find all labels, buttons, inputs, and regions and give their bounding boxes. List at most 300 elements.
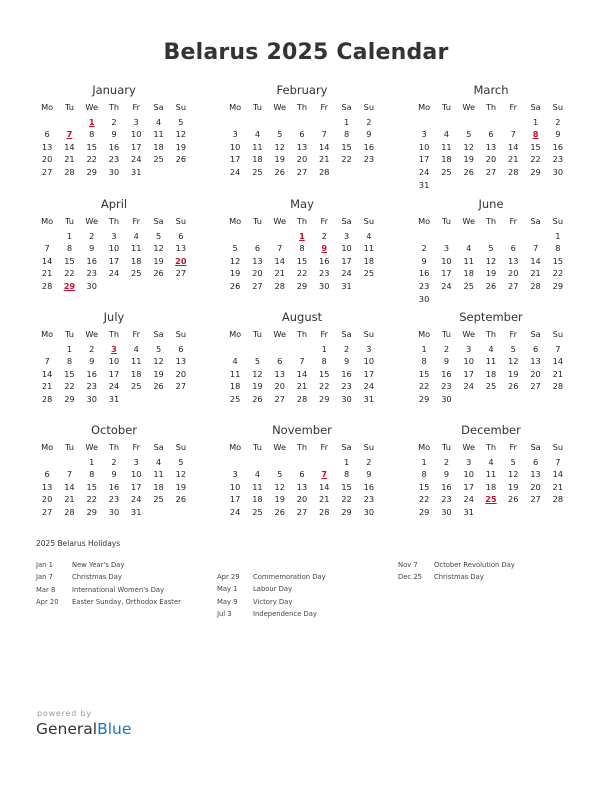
week-row bbox=[224, 153, 380, 166]
day-cell: 31 bbox=[341, 280, 352, 291]
month-name: December bbox=[461, 423, 521, 437]
day-cell: 17 bbox=[131, 481, 142, 492]
day-cell bbox=[224, 343, 246, 356]
day-cell: 26 bbox=[229, 280, 241, 291]
day-cell: 25 bbox=[252, 166, 263, 177]
day-cell: 18 bbox=[252, 494, 263, 505]
weekday-label: Th bbox=[108, 102, 120, 112]
day-cell: 21 bbox=[64, 154, 75, 165]
week-row bbox=[36, 343, 192, 356]
day-cell: 2 bbox=[111, 456, 117, 467]
day-cell: 10 bbox=[341, 243, 352, 254]
day-cell: 7 bbox=[66, 469, 73, 480]
day-cell bbox=[502, 293, 524, 306]
day-cell bbox=[502, 179, 524, 192]
weekday-label: Mo bbox=[41, 329, 54, 339]
day-cell bbox=[524, 506, 546, 519]
holiday-column bbox=[398, 559, 515, 584]
day-cell: 27 bbox=[508, 280, 519, 291]
day-cell: 9 bbox=[111, 129, 117, 140]
day-cell: 20 bbox=[296, 154, 308, 165]
holiday-name: Commemoration Day bbox=[253, 573, 326, 581]
week-row bbox=[413, 493, 569, 506]
day-cell: 13 bbox=[530, 356, 541, 367]
day-cell: 28 bbox=[296, 393, 308, 404]
day-cell: 22 bbox=[319, 381, 330, 392]
day-cell: 3 bbox=[466, 343, 472, 354]
day-cell bbox=[246, 116, 268, 129]
day-cell: 16 bbox=[418, 268, 430, 279]
day-cell: 5 bbox=[178, 116, 184, 127]
day-cell bbox=[291, 116, 313, 129]
day-cell: 15 bbox=[86, 481, 97, 492]
day-cell: 10 bbox=[441, 255, 452, 266]
day-cell: 1 bbox=[421, 456, 427, 467]
month-december bbox=[413, 422, 569, 519]
day-cell: 1 bbox=[555, 230, 561, 241]
month-name: March bbox=[473, 83, 509, 97]
day-cell: 26 bbox=[274, 506, 285, 517]
day-cell: 4 bbox=[254, 129, 261, 140]
day-cell: 9 bbox=[421, 255, 427, 266]
month-october bbox=[36, 422, 192, 519]
day-cell: 20 bbox=[485, 154, 497, 165]
day-cell: 13 bbox=[175, 356, 187, 367]
day-cell: 21 bbox=[508, 154, 519, 165]
weekday-label: Mo bbox=[41, 102, 54, 112]
day-cell: 7 bbox=[555, 343, 561, 354]
holiday-item bbox=[217, 583, 326, 595]
day-cell bbox=[413, 116, 435, 129]
day-cell: 19 bbox=[508, 368, 519, 379]
day-cell: 14 bbox=[508, 141, 519, 152]
day-cell bbox=[246, 230, 268, 243]
day-cell: 7 bbox=[555, 456, 561, 467]
weekday-label: Su bbox=[175, 442, 187, 452]
day-cell: 11 bbox=[363, 243, 375, 254]
day-cell: 22 bbox=[64, 268, 75, 279]
day-cell: 19 bbox=[274, 494, 285, 505]
day-cell: 24 bbox=[108, 381, 120, 392]
week-row bbox=[413, 255, 569, 268]
day-cell: 26 bbox=[175, 494, 187, 505]
day-cell: 13 bbox=[274, 368, 285, 379]
day-cell: 26 bbox=[463, 166, 474, 177]
weekday-label: We bbox=[85, 442, 99, 452]
month-march bbox=[413, 82, 569, 191]
day-cell bbox=[480, 230, 502, 243]
day-cell bbox=[269, 343, 291, 356]
day-cell: 3 bbox=[343, 230, 350, 241]
day-cell: 25 bbox=[153, 494, 164, 505]
weekday-header bbox=[36, 215, 192, 228]
day-cell: 21 bbox=[64, 494, 75, 505]
day-cell: 13 bbox=[41, 141, 53, 152]
day-cell: 16 bbox=[441, 481, 452, 492]
weekday-label: Tu bbox=[252, 329, 262, 339]
day-cell: 4 bbox=[466, 243, 472, 254]
day-cell: 5 bbox=[254, 356, 261, 367]
holiday-date: Jan 7 bbox=[36, 573, 53, 582]
day-cell: 30 bbox=[108, 166, 120, 177]
day-cell bbox=[170, 393, 192, 406]
day-cell: 4 bbox=[488, 343, 494, 354]
day-cell bbox=[103, 280, 125, 293]
day-cell: 10 bbox=[108, 243, 120, 254]
holiday-day-cell: 20 bbox=[175, 255, 187, 266]
day-cell: 25 bbox=[485, 381, 497, 392]
day-cell: 8 bbox=[89, 129, 95, 140]
holiday-name: Independence Day bbox=[253, 610, 317, 619]
day-cell: 17 bbox=[229, 494, 241, 505]
day-cell: 11 bbox=[441, 141, 452, 152]
day-cell: 21 bbox=[530, 268, 541, 279]
day-cell: 29 bbox=[341, 506, 352, 517]
brand-blue: Blue bbox=[97, 720, 132, 738]
day-cell: 14 bbox=[552, 469, 564, 480]
month-may bbox=[224, 196, 380, 293]
day-cell: 14 bbox=[64, 141, 75, 152]
day-cell: 21 bbox=[274, 268, 285, 279]
day-cell: 9 bbox=[555, 129, 561, 140]
holiday-item bbox=[36, 584, 181, 596]
day-cell: 30 bbox=[418, 293, 430, 304]
day-cell: 20 bbox=[530, 481, 541, 492]
day-cell: 3 bbox=[232, 469, 238, 480]
day-cell: 29 bbox=[86, 506, 97, 517]
weekday-label: Tu bbox=[64, 442, 74, 452]
day-cell bbox=[36, 456, 58, 469]
day-cell bbox=[435, 230, 457, 243]
day-cell: 23 bbox=[552, 154, 564, 165]
day-cell bbox=[269, 116, 291, 129]
day-cell bbox=[170, 280, 192, 293]
day-cell: 31 bbox=[131, 166, 142, 177]
day-cell: 3 bbox=[111, 230, 117, 241]
day-cell bbox=[458, 293, 480, 306]
weekday-label: We bbox=[85, 102, 99, 112]
weekday-label: We bbox=[462, 102, 476, 112]
day-cell bbox=[480, 116, 502, 129]
month-name: July bbox=[103, 310, 125, 324]
weekday-header bbox=[224, 215, 380, 228]
day-cell: 10 bbox=[463, 356, 474, 367]
day-cell bbox=[502, 230, 524, 243]
day-cell: 28 bbox=[319, 506, 330, 517]
day-cell: 23 bbox=[363, 154, 375, 165]
holiday-date: Apr 20 bbox=[36, 598, 59, 607]
holiday-name: Easter Sunday, Orthodox Easter bbox=[72, 598, 181, 607]
holiday-day-cell: 1 bbox=[299, 230, 305, 241]
weekday-label: Sa bbox=[530, 329, 541, 339]
weekday-label: We bbox=[273, 216, 287, 226]
day-cell: 14 bbox=[319, 141, 330, 152]
day-cell: 25 bbox=[441, 166, 452, 177]
day-cell: 12 bbox=[274, 141, 285, 152]
day-cell bbox=[313, 116, 335, 129]
day-cell: 23 bbox=[418, 280, 430, 291]
holiday-name: Labour Day bbox=[253, 585, 293, 594]
week-row bbox=[224, 242, 380, 255]
day-cell: 24 bbox=[131, 154, 142, 165]
weekday-header bbox=[413, 328, 569, 341]
weekday-label: Fr bbox=[320, 216, 328, 226]
week-row bbox=[36, 456, 192, 469]
day-cell: 7 bbox=[44, 356, 50, 367]
day-cell bbox=[458, 230, 480, 243]
weekday-label: Tu bbox=[441, 102, 451, 112]
day-cell bbox=[502, 506, 524, 519]
weekday-label: Sa bbox=[341, 216, 352, 226]
weekday-label: Mo bbox=[229, 216, 242, 226]
weekday-label: Tu bbox=[64, 102, 74, 112]
day-cell: 8 bbox=[299, 243, 305, 254]
weekday-label: Su bbox=[363, 216, 375, 226]
weekday-label: Sa bbox=[530, 442, 541, 452]
day-cell: 6 bbox=[178, 343, 184, 354]
week-row bbox=[224, 380, 380, 393]
day-cell: 3 bbox=[366, 343, 372, 354]
day-cell: 22 bbox=[418, 381, 430, 392]
day-cell: 19 bbox=[175, 481, 187, 492]
holiday-day-cell: 1 bbox=[88, 116, 95, 127]
day-cell: 16 bbox=[86, 368, 97, 379]
weekday-label: Fr bbox=[509, 102, 517, 112]
week-row bbox=[36, 481, 192, 494]
day-cell bbox=[36, 343, 58, 356]
weekday-label: Su bbox=[363, 102, 375, 112]
day-cell: 26 bbox=[274, 166, 285, 177]
day-cell: 23 bbox=[108, 154, 120, 165]
holiday-day-cell: 9 bbox=[321, 243, 328, 254]
day-cell: 29 bbox=[418, 506, 430, 517]
day-cell: 3 bbox=[421, 129, 427, 140]
holiday-column bbox=[217, 571, 326, 621]
day-cell: 28 bbox=[319, 166, 330, 177]
weekday-label: Fr bbox=[509, 216, 517, 226]
day-cell: 27 bbox=[530, 381, 541, 392]
day-cell: 15 bbox=[552, 255, 564, 266]
weekday-label: Th bbox=[296, 329, 308, 339]
day-cell: 7 bbox=[277, 243, 283, 254]
day-cell: 6 bbox=[488, 129, 494, 140]
day-cell: 5 bbox=[232, 243, 238, 254]
weekday-label: Fr bbox=[320, 329, 328, 339]
holiday-item bbox=[36, 571, 181, 583]
day-cell: 22 bbox=[530, 154, 541, 165]
day-cell: 12 bbox=[274, 481, 285, 492]
weekday-label: Sa bbox=[530, 216, 541, 226]
day-cell: 9 bbox=[343, 356, 350, 367]
day-cell: 24 bbox=[229, 506, 241, 517]
day-cell bbox=[36, 230, 58, 243]
day-cell: 28 bbox=[552, 494, 564, 505]
day-cell: 31 bbox=[131, 506, 142, 517]
day-cell: 1 bbox=[89, 456, 95, 467]
day-cell: 14 bbox=[530, 255, 541, 266]
holidays-title: 2025 Belarus Holidays bbox=[36, 539, 121, 548]
week-row bbox=[224, 456, 380, 469]
day-cell: 23 bbox=[86, 268, 97, 279]
day-cell: 21 bbox=[41, 268, 53, 279]
day-cell bbox=[313, 456, 335, 469]
day-cell: 7 bbox=[299, 356, 305, 367]
day-cell: 2 bbox=[443, 343, 450, 354]
week-row bbox=[36, 141, 192, 154]
week-row bbox=[413, 293, 569, 306]
weekday-label: We bbox=[462, 216, 476, 226]
day-cell: 2 bbox=[321, 230, 327, 241]
day-cell: 12 bbox=[153, 243, 164, 254]
day-cell: 11 bbox=[463, 255, 474, 266]
day-cell: 6 bbox=[532, 343, 539, 354]
weekday-label: Mo bbox=[229, 442, 242, 452]
day-cell: 28 bbox=[41, 280, 53, 291]
weekday-label: Th bbox=[108, 216, 120, 226]
week-row bbox=[36, 380, 192, 393]
week-row bbox=[224, 166, 380, 179]
day-cell bbox=[269, 456, 291, 469]
week-row bbox=[224, 393, 380, 406]
day-cell: 18 bbox=[131, 255, 142, 266]
weekday-label: Tu bbox=[441, 216, 451, 226]
weekday-label: Th bbox=[485, 329, 497, 339]
week-row bbox=[413, 368, 569, 381]
day-cell bbox=[36, 116, 58, 129]
day-cell: 12 bbox=[463, 141, 474, 152]
holiday-name: Victory Day bbox=[253, 597, 293, 606]
day-cell: 17 bbox=[229, 154, 241, 165]
day-cell: 26 bbox=[508, 494, 519, 505]
day-cell bbox=[547, 506, 569, 519]
weekday-label: Fr bbox=[132, 102, 140, 112]
day-cell bbox=[524, 293, 546, 306]
month-name: October bbox=[90, 423, 138, 437]
day-cell: 28 bbox=[530, 280, 541, 291]
day-cell: 9 bbox=[111, 469, 117, 480]
day-cell: 19 bbox=[252, 381, 263, 392]
day-cell: 25 bbox=[153, 154, 164, 165]
weekday-label: We bbox=[273, 329, 287, 339]
month-february bbox=[224, 82, 380, 179]
weekday-label: Sa bbox=[153, 102, 164, 112]
day-cell: 17 bbox=[108, 255, 120, 266]
day-cell: 31 bbox=[363, 393, 375, 404]
day-cell: 27 bbox=[41, 166, 53, 177]
day-cell: 15 bbox=[64, 255, 75, 266]
day-cell: 10 bbox=[418, 141, 430, 152]
holiday-day-cell: 3 bbox=[111, 343, 117, 354]
day-cell: 27 bbox=[296, 506, 308, 517]
week-row bbox=[224, 368, 380, 381]
page-title: Belarus 2025 Calendar bbox=[163, 40, 449, 65]
day-cell: 13 bbox=[485, 141, 497, 152]
day-cell: 23 bbox=[108, 494, 120, 505]
day-cell: 28 bbox=[552, 381, 564, 392]
day-cell: 14 bbox=[319, 481, 330, 492]
week-row bbox=[413, 141, 569, 154]
weekday-label: Fr bbox=[509, 442, 517, 452]
day-cell: 14 bbox=[41, 255, 53, 266]
day-cell: 20 bbox=[274, 381, 285, 392]
month-name: January bbox=[92, 83, 136, 97]
month-january bbox=[36, 82, 192, 179]
weekday-label: Th bbox=[108, 329, 120, 339]
week-row bbox=[413, 116, 569, 129]
holiday-date: May 1 bbox=[217, 585, 238, 594]
holiday-name: October Revolution Day bbox=[434, 561, 515, 569]
day-cell: 19 bbox=[153, 255, 164, 266]
week-row bbox=[413, 179, 569, 192]
week-row bbox=[413, 506, 569, 519]
weekday-label: Tu bbox=[441, 442, 451, 452]
day-cell bbox=[246, 343, 268, 356]
day-cell: 12 bbox=[175, 469, 187, 480]
day-cell: 4 bbox=[155, 116, 162, 127]
holiday-name: New Year's Day bbox=[72, 561, 125, 569]
day-cell bbox=[170, 506, 192, 519]
day-cell: 12 bbox=[229, 255, 241, 266]
day-cell: 17 bbox=[363, 368, 375, 379]
day-cell: 2 bbox=[111, 116, 117, 127]
day-cell: 9 bbox=[89, 243, 95, 254]
week-row bbox=[413, 355, 569, 368]
day-cell bbox=[413, 230, 435, 243]
weekday-label: Su bbox=[175, 102, 187, 112]
day-cell: 24 bbox=[441, 280, 452, 291]
weekday-label: Fr bbox=[320, 102, 328, 112]
day-cell: 27 bbox=[252, 280, 263, 291]
day-cell: 29 bbox=[530, 166, 541, 177]
holiday-day-cell: 25 bbox=[485, 494, 497, 505]
holiday-date: Apr 29 bbox=[217, 573, 240, 581]
day-cell: 19 bbox=[463, 154, 474, 165]
day-cell: 13 bbox=[508, 255, 519, 266]
week-row bbox=[36, 116, 192, 129]
month-name: November bbox=[272, 423, 332, 437]
week-row bbox=[36, 153, 192, 166]
day-cell: 13 bbox=[252, 255, 263, 266]
day-cell: 13 bbox=[175, 243, 187, 254]
holiday-date: Mar 8 bbox=[36, 585, 56, 594]
day-cell: 18 bbox=[363, 255, 375, 266]
holiday-name: Christmas Day bbox=[434, 573, 484, 582]
day-cell: 11 bbox=[485, 356, 497, 367]
weekday-label: Mo bbox=[229, 329, 242, 339]
day-cell: 4 bbox=[232, 356, 238, 367]
day-cell: 17 bbox=[418, 154, 430, 165]
day-cell: 9 bbox=[443, 356, 450, 367]
day-cell bbox=[246, 456, 268, 469]
day-cell: 4 bbox=[155, 456, 162, 467]
week-row bbox=[224, 355, 380, 368]
day-cell bbox=[335, 166, 357, 179]
week-row bbox=[36, 393, 192, 406]
week-row bbox=[224, 255, 380, 268]
day-cell: 3 bbox=[133, 456, 139, 467]
day-cell: 27 bbox=[175, 381, 187, 392]
day-cell: 9 bbox=[366, 469, 372, 480]
day-cell: 29 bbox=[418, 393, 430, 404]
month-november bbox=[224, 422, 380, 519]
day-cell: 23 bbox=[441, 381, 452, 392]
day-cell: 15 bbox=[418, 481, 430, 492]
month-name: April bbox=[100, 197, 128, 211]
day-cell: 18 bbox=[485, 481, 497, 492]
day-cell bbox=[547, 393, 569, 406]
day-cell: 31 bbox=[108, 393, 120, 404]
weekday-label: Th bbox=[485, 442, 497, 452]
